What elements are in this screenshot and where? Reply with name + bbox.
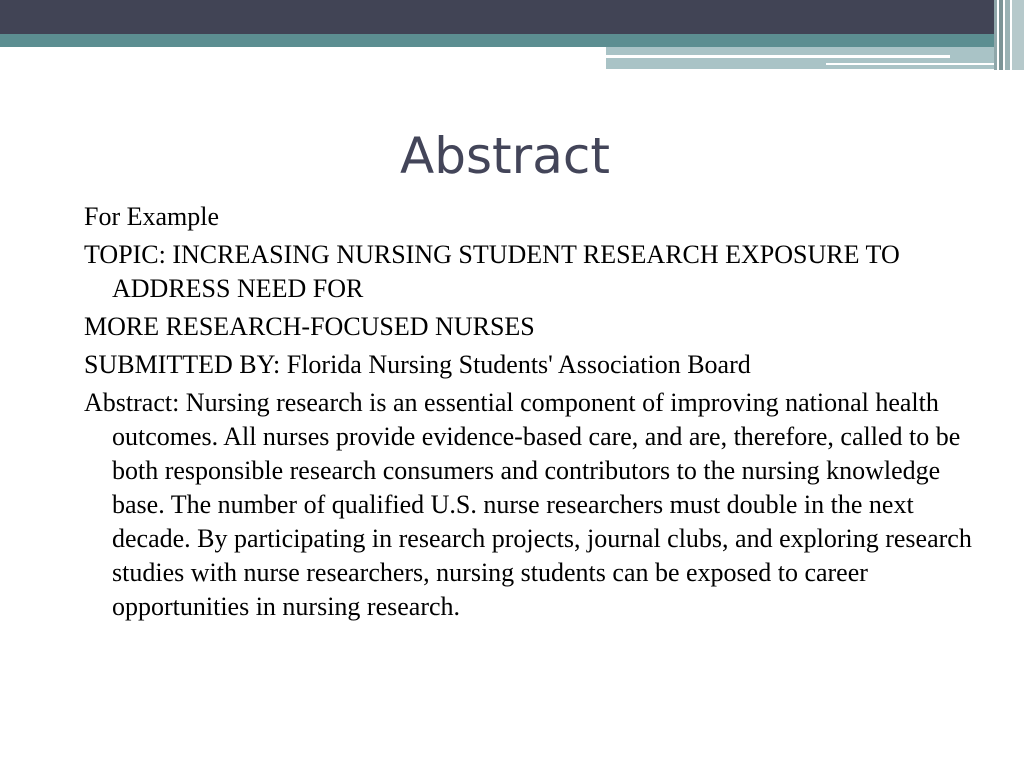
slide-body [84,200,974,628]
header-band-light [606,47,1024,69]
body-paragraph: For Example [84,202,220,231]
body-paragraph: TOPIC: INCREASING NURSING STUDENT RESEARCH EXPOSURE TO ADDRESS NEED FOR [84,240,900,303]
slide-title: Abstract [400,127,610,185]
body-paragraph: MORE RESEARCH-FOCUSED NURSES [84,312,535,341]
header-band-dark [0,0,1024,34]
header-accent-line [606,55,950,58]
header-right-stripes [994,0,1024,70]
header-band-teal [0,34,1024,47]
body-paragraph: Abstract: Nursing research is an essential component of improving national health outcomes. All nurses provide evidence-based care, and are, therefore, called to be both responsible research consumers and contributors to the nursing knowledge base. The number of qualified U.S. nurse researchers must double in the next decade. By participating in research projects, journal clubs, and exploring research studies with nurse researchers, nursing students can be exposed to career opportunities in nursing research. [84,388,972,621]
body-paragraph: SUBMITTED BY: Florida Nursing Students' Association Board [84,350,751,379]
